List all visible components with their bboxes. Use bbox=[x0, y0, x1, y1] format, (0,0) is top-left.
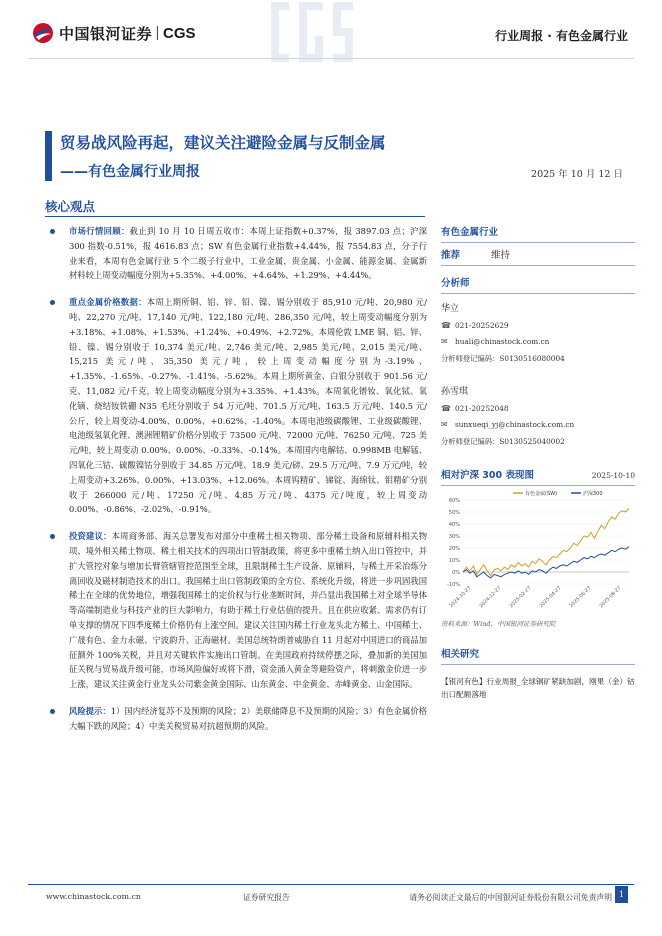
phone-icon: ☎ bbox=[441, 404, 451, 413]
rating-value: 维持 bbox=[491, 250, 511, 261]
bullet-risk-warning bbox=[45, 704, 427, 734]
footer-url[interactable]: www.chinastock.com.cn bbox=[46, 892, 141, 901]
y-tick-label: 10% bbox=[448, 558, 460, 564]
email-text[interactable]: huali@chinastock.com.cn bbox=[455, 337, 550, 346]
related-section bbox=[441, 646, 635, 701]
core-view-body bbox=[45, 224, 427, 746]
footer-doc-type: 证券研究报告 bbox=[243, 893, 290, 902]
bullet-lead: 市场行情回顾： bbox=[69, 226, 130, 236]
phone-icon: ☎ bbox=[441, 321, 451, 330]
y-tick-label: 50% bbox=[448, 510, 460, 516]
y-tick-label: 60% bbox=[448, 498, 460, 504]
analyst-cert: 分析师登记编码：S0130516080004 bbox=[441, 354, 565, 363]
rating-row bbox=[441, 243, 635, 265]
bullet-text: 1）国内经济复苏不及预期的风险；2）美联储降息不及预期的风险；3）有色金属价格大幅下跌的风险；4）中美关税贸易对抗超预期的风险。 bbox=[69, 705, 427, 731]
report-subtitle: ——有色金属行业周报 bbox=[60, 164, 200, 180]
bullet-dot-icon bbox=[50, 229, 55, 234]
related-report-link[interactable]: 【银河有色】行业周报_全球铜矿紧缺加剧，刚果（金）钴出口配额落地 bbox=[441, 677, 635, 699]
rating-key: 推荐 bbox=[441, 250, 461, 261]
bullet-market-review bbox=[45, 224, 427, 283]
bullet-investment-advice bbox=[45, 529, 427, 692]
bullet-dot-icon bbox=[50, 300, 55, 305]
sidebar-divider bbox=[441, 485, 635, 486]
analyst-cert: 分析师登记编码：S0130525040002 bbox=[441, 437, 565, 446]
page-number: 1 bbox=[615, 886, 628, 903]
mail-icon: ✉ bbox=[441, 420, 448, 429]
sidebar-divider bbox=[441, 293, 635, 294]
bullet-lead: 重点金属价格数据： bbox=[69, 297, 147, 308]
bullet-text: 本周上期所铜、铝、锌、铅、镍、锡分别收于 85,910 元/吨、20,980 元/吨、22,270 元/吨、17,140 元/吨、122,180 元/吨、286,350 元/吨，较上周变动幅度分别为+3.18%、+1.08%、+1.53%、+1.24%、+0.49%、+2.72%。本周伦敦 LME 铜、铝、锌、铅、镍、锡分别收于 10,374 美元/吨、2,746 美元/吨、2,985 美元/吨、2,015 美元/吨、15,215 美元/吨、35,350 美元/吨，较上周变动幅度分别为-3.19%、+1.35%、-1.65%、-0.27%、-1.41%、-5.62%。本周上期所黄金、白银分别收于 901.56 元/克、11,082 元/千克，较上周变动幅度分别为+3.35%、+1.43%。本周氧化镨钕、氧化铽、氧化镝、烧结钕铁硼 N35 毛坯分别收于 54 万元/吨、701.5 万元/吨、163.5 万元/吨、140.5 元/公斤，较上周变动-4.00%、0.00%、+0.62%、-1.40%。本周电池级碳酸锂、工业级碳酸锂、电池级氢氧化锂、澳洲锂精矿价格分别收于 73500 元/吨、72000 元/吨、76250 元/吨、725 美元/吨，较上周变动 0.00%、0.00%、-0.33%、-0.14%。本周国内电解钴、0.998MB 电解锰、四氧化三钴、硫酸镍钴分别收于 34.85 万元/吨、18.9 美元/磅、29.5 万元/吨、7.9 万元/吨，较上周变动+3.26%、0.00%、+13.03%、+12.06%。本周钨精矿、锑锭、海绵钛、钼精矿分别收于 266000 元/吨、17250 元/吨、4.85 万元/吨、4375 元/吨度，较上周变动 0.00%、-0.86%、-2.02%、-0.91%。 bbox=[69, 297, 427, 515]
x-tick-label: 2025-06-27 bbox=[569, 585, 593, 610]
page-header bbox=[0, 0, 662, 74]
bullet-dot-icon bbox=[50, 709, 55, 714]
sidebar bbox=[441, 224, 635, 701]
y-tick-label: 20% bbox=[448, 546, 460, 552]
bullet-dot-icon bbox=[50, 534, 55, 539]
analyst-phone bbox=[441, 404, 635, 413]
x-tick-label: 2024-10-27 bbox=[449, 585, 473, 610]
footer-disclaimer: 请务必阅读正文最后的中国银河证券股份有限公司免责声明 bbox=[409, 893, 612, 902]
series-line bbox=[463, 508, 629, 575]
bullet-lead: 投资建议： bbox=[69, 531, 112, 542]
bullet-text: 本周商务部、海关总署发布对部分中重稀土相关物项、部分稀土设备和原辅料相关物项、境外相关稀土物项、稀土相关技术的四项出口管制政策，将更多中重稀土纳入出口管控中，并扩大管控对象与增加长臂管辖管控范围至全球，且限制稀土生产设备、原辅料，与稀土开采冶炼分离回收及磁材制造技术的出口。我国稀土出口管制政策的全方位、系统化升级，将进一步巩固我国稀土在全球的优势地位，增强我国稀土的定价权与行业垄断时间，并凸显出我国稀土对全球半导体等高端制造业与科技产业的巨大影响力，有助于稀土行业估值的提升。且在供应收紧、需求仍有订单支撑的情况下四季度稀土价格仍有上涨空间。建议关注国内稀土行业龙头北方稀土、中国稀土、广晟有色、金力永磁、宁波韵升、正海磁材。美国总统特朗普威胁自 11 月起对中国进口的商品加征额外 100%关税，并且对关键软件实施出口管制。在美国政府持续停摆之际，叠加新的美国加征关税与贸易战升级可能，市场风险偏好或将下滑，资金涌入黄金等避险资产，将刺激金价进一步上涨，建议关注黄金行业龙头公司紫金黄金国际、山东黄金、中金黄金、赤峰黄金、山金国际。 bbox=[69, 531, 427, 690]
industry-label: 有色金属行业 bbox=[441, 227, 499, 238]
y-tick-label: 40% bbox=[448, 522, 460, 528]
bullet-price-data bbox=[45, 295, 427, 517]
relative-performance-chart bbox=[441, 488, 635, 618]
core-view-heading: 核心观点 bbox=[45, 199, 96, 214]
y-tick-label: -10% bbox=[447, 582, 460, 588]
email-text[interactable]: sunxueqi_yj@chinastock.com.cn bbox=[455, 420, 575, 429]
series-line bbox=[463, 547, 629, 578]
y-tick-label: 0% bbox=[452, 570, 460, 576]
report-date: 2025 年 10 月 12 日 bbox=[531, 169, 623, 180]
page-footer bbox=[28, 884, 634, 908]
related-heading: 相关研究 bbox=[441, 649, 480, 660]
report-title: 贸易战风险再起，建议关注避险金属与反制金属 bbox=[60, 134, 386, 152]
chart-svg bbox=[441, 488, 635, 618]
chart-title: 相对沪深 300 表现图 bbox=[441, 470, 534, 481]
chart-source: 资料来源：Wind，中国银河证券研究院 bbox=[441, 620, 556, 628]
chart-section bbox=[441, 467, 635, 628]
analyst-heading: 分析师 bbox=[441, 278, 470, 289]
sidebar-divider bbox=[441, 664, 635, 665]
report-category: 行业周报 · 有色金属行业 bbox=[495, 29, 628, 43]
analyst-email[interactable] bbox=[441, 337, 635, 346]
core-view-divider bbox=[45, 216, 425, 217]
title-block bbox=[45, 128, 635, 184]
legend-label: 沪深300 bbox=[583, 491, 603, 497]
phone-text: 021-20252629 bbox=[455, 321, 509, 330]
chart-header bbox=[441, 467, 635, 481]
analyst-card bbox=[441, 301, 635, 364]
logo-text-cn: 中国银河证券 bbox=[59, 24, 153, 43]
logo-text-en: CGS bbox=[163, 24, 196, 42]
galaxy-logo-icon bbox=[32, 22, 54, 44]
bullet-text: 截止到 10 月 10 日周五收市：本周上证指数+0.37%，报 3897.03 点；沪深 300 指数-0.51%，报 4616.83 点；SW 有色金属行业指数+4.44%，报 7554.83 点，分子行业来看，本周有色金属行业 5 个二级子行业中，工业金属、贵金属、小金属、能源金属、金属新材料较上周变动幅度分别为+5.35%、+4.00%、+4.64%、+1.29%、+4.44%。 bbox=[69, 226, 427, 281]
analyst-name: 华立 bbox=[441, 304, 460, 314]
company-logo[interactable] bbox=[32, 22, 196, 44]
x-tick-label: 2025-08-27 bbox=[599, 585, 623, 610]
x-tick-label: 2025-02-27 bbox=[509, 585, 533, 610]
phone-text: 021-20252048 bbox=[455, 404, 509, 413]
title-accent-bar bbox=[45, 131, 52, 181]
mail-icon: ✉ bbox=[441, 337, 448, 346]
legend-label: 有色金属(SW) bbox=[525, 491, 558, 497]
bullet-lead: 风险提示： bbox=[69, 705, 111, 716]
header-divider bbox=[28, 58, 634, 59]
analyst-phone bbox=[441, 321, 635, 330]
analyst-name: 孙雪琪 bbox=[441, 387, 469, 397]
footer-divider bbox=[28, 884, 634, 885]
chart-date: 2025-10-10 bbox=[591, 471, 635, 480]
logo-divider bbox=[157, 26, 158, 40]
analyst-email[interactable] bbox=[441, 420, 635, 429]
cgs-watermark-icon bbox=[265, 0, 357, 64]
x-tick-label: 2024-12-27 bbox=[479, 585, 503, 610]
sidebar-divider bbox=[441, 265, 635, 266]
y-tick-label: 30% bbox=[448, 534, 460, 540]
analyst-card bbox=[441, 384, 635, 447]
x-tick-label: 2025-04-27 bbox=[539, 585, 563, 610]
